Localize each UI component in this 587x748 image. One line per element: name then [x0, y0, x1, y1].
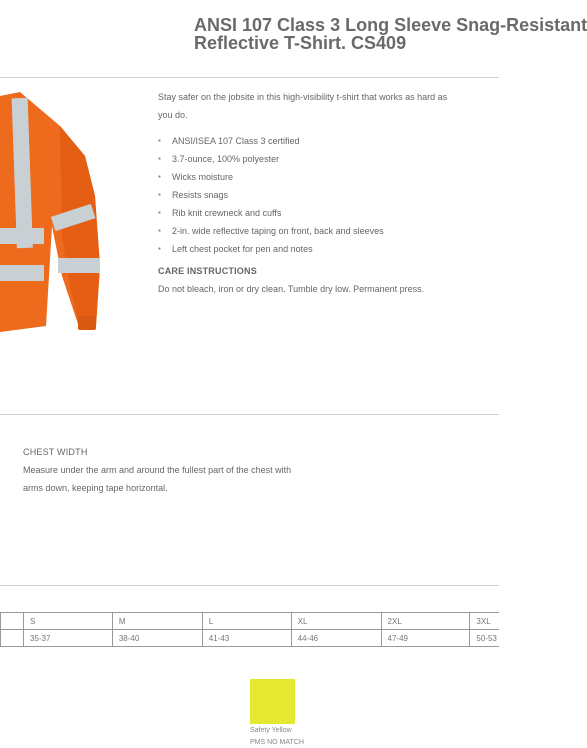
care-heading: CARE INSTRUCTIONS: [158, 266, 257, 276]
chest-range: 41-43: [202, 630, 291, 647]
size-label: L: [202, 613, 291, 630]
feature-item: ▪ Wicks moisture: [158, 168, 448, 186]
divider-top: [0, 77, 499, 78]
color-swatch-name: Safety Yellow: [250, 727, 292, 734]
product-title-line-1: ANSI 107 Class 3 Long Sleeve Snag-Resistant: [194, 15, 587, 35]
color-swatch-pms: PMS NO MATCH: [250, 739, 304, 746]
chest-range: 38-40: [112, 630, 202, 647]
table-row: [1, 630, 500, 647]
chest-width-section: [23, 443, 313, 497]
product-title: [194, 15, 587, 53]
feature-list: [158, 132, 448, 258]
table-row: [1, 613, 500, 630]
feature-item: ▪ ANSI/ISEA 107 Class 3 certified: [158, 132, 448, 150]
table-cell: [1, 613, 24, 630]
chest-width-heading: CHEST WIDTH: [23, 447, 88, 457]
chest-range: 44-46: [291, 630, 381, 647]
size-label: M: [112, 613, 202, 630]
divider-lower: [0, 585, 499, 586]
size-label: 3XL: [470, 613, 499, 630]
product-image: [0, 86, 110, 346]
description-intro: Stay safer on the jobsite in this high-visibility t-shirt that works as hard as you do.: [158, 92, 448, 120]
chest-range: 50-53: [470, 630, 499, 647]
chest-width-text: Measure under the arm and around the fullest part of the chest with arms down, keeping tape horizontal.: [23, 465, 292, 493]
product-description: [158, 88, 448, 298]
shirt-illustration: [0, 86, 110, 346]
feature-item: ▪ 2-in. wide reflective taping on front, back and sleeves: [158, 222, 448, 240]
color-swatch[interactable]: [250, 679, 295, 724]
size-label: 2XL: [381, 613, 470, 630]
size-chart-table: [0, 612, 499, 647]
care-text: Do not bleach, iron or dry clean. Tumble dry low. Permanent press.: [158, 284, 425, 294]
chest-range: 35-37: [23, 630, 112, 647]
feature-item: ▪ Resists snags: [158, 186, 448, 204]
table-cell: [1, 630, 24, 647]
product-title-line-2: Reflective T-Shirt. CS409: [194, 33, 407, 53]
size-label: S: [23, 613, 112, 630]
feature-item: ▪ Left chest pocket for pen and notes: [158, 240, 448, 258]
size-label: XL: [291, 613, 381, 630]
chest-range: 47-49: [381, 630, 470, 647]
feature-item: ▪ Rib knit crewneck and cuffs: [158, 204, 448, 222]
feature-item: ▪ 3.7-ounce, 100% polyester: [158, 150, 448, 168]
divider-middle: [0, 414, 499, 415]
